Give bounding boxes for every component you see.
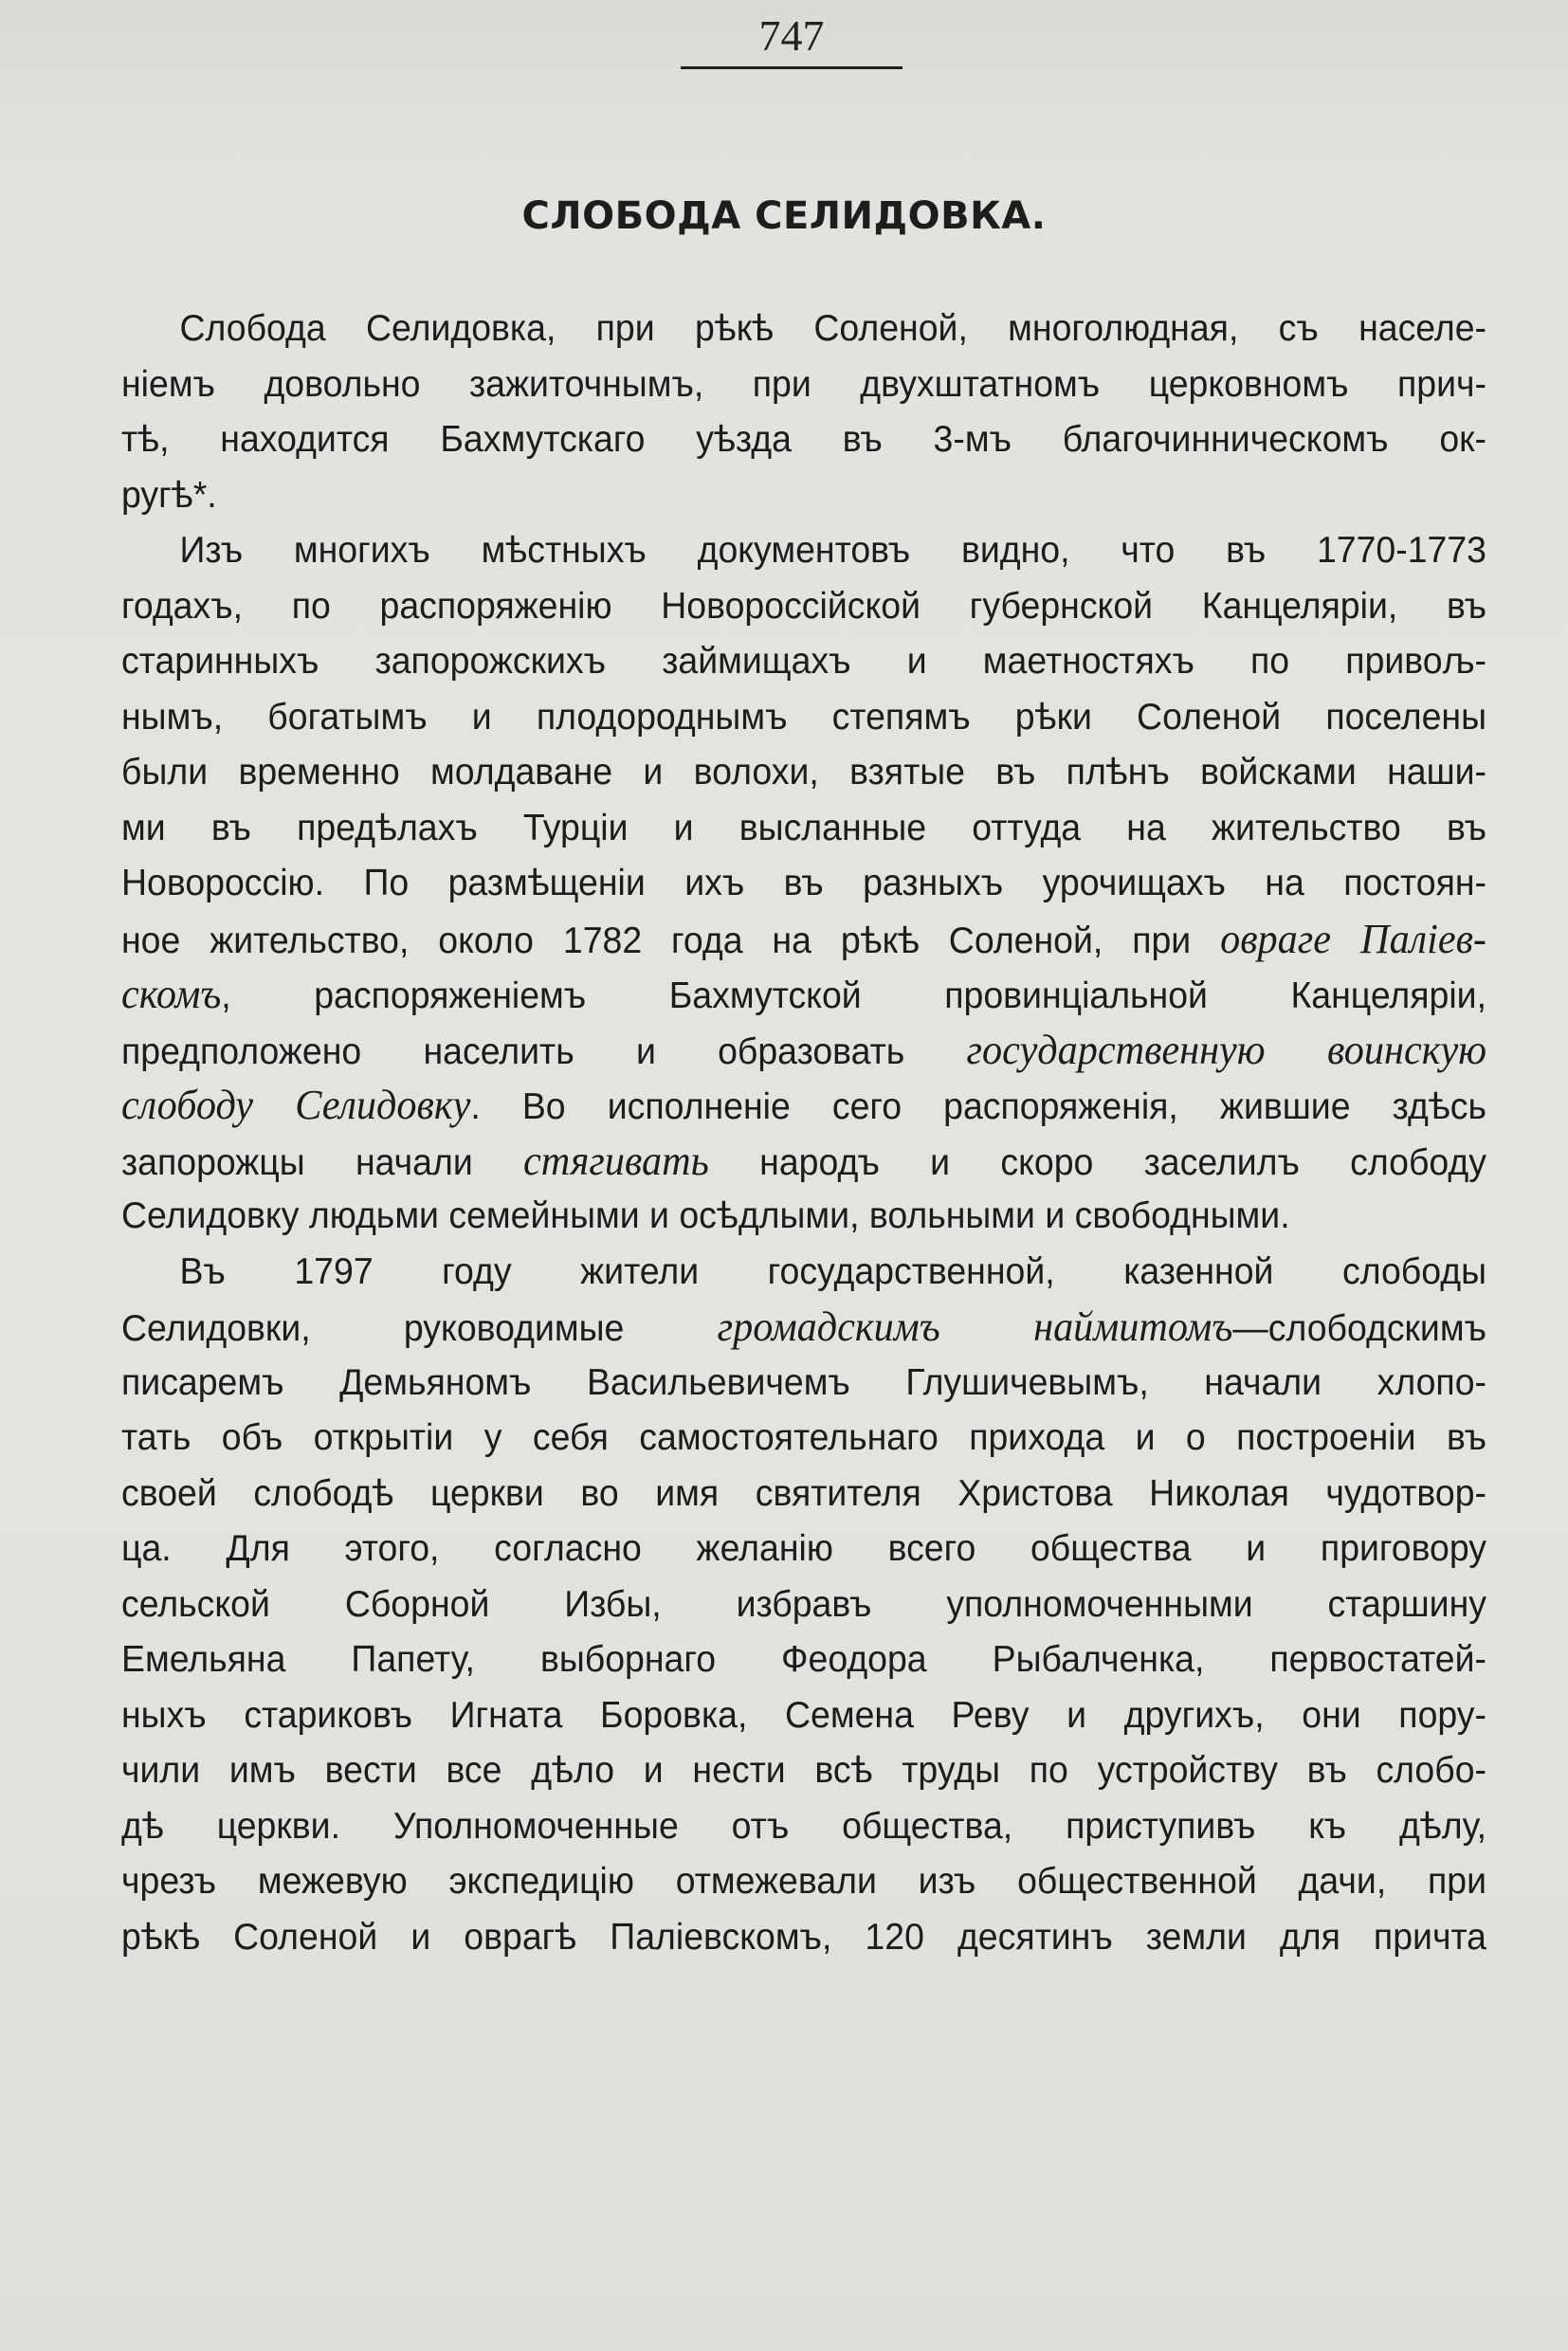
text-line [121, 1522, 1486, 1577]
text-run: годахъ, по распоряженію Новороссійской губернской Канцеляріи, въ [121, 585, 1486, 627]
text-run: Изъ многихъ мѣстныхъ документовъ видно, что въ 1770-1773 [179, 530, 1487, 571]
text-run: ніемъ довольно зажиточнымъ, при двухштатномъ церковномъ прич- [121, 363, 1486, 405]
text-run: ругѣ*. [121, 474, 217, 516]
text-run: ми въ предѣлахъ Турціи и высланные оттуда на жительство въ [121, 807, 1486, 848]
text-run: старинныхъ запорожскихъ займищахъ и маетностяхъ по привољ- [121, 641, 1486, 682]
text-line [121, 1189, 1486, 1245]
text-line [121, 1023, 1486, 1079]
text-run: своей слободѣ церкви во имя святителя Христова Николая чудотвор- [121, 1472, 1486, 1514]
body-text [121, 301, 1486, 1965]
text-run: предположено населить и образовать [121, 1030, 967, 1072]
text-line [121, 1632, 1486, 1688]
text-run: писаремъ Демьяномъ Васильевичемъ Глушичевымъ, начали хлопо- [121, 1361, 1486, 1403]
text-run: народъ и скоро заселилъ слободу [708, 1141, 1486, 1183]
text-line [121, 1910, 1486, 1966]
text-run: ца. Для этого, согласно желанію всего общества и приговору [121, 1528, 1486, 1569]
text-run: тать объ открытіи у себя самостоятельнаго прихода и о построеніи въ [121, 1417, 1486, 1458]
text-run: сельской Сборной Избы, избравъ уполномоченными старшину [121, 1583, 1486, 1625]
text-run: Емельяна Папету, выборнаго Феодора Рыбалченка, первостатей- [121, 1639, 1486, 1680]
italic-text: овраге Паліев- [1220, 915, 1486, 962]
text-run: Селидовки, руководимые [121, 1308, 718, 1349]
text-line [121, 468, 1486, 524]
text-run: Въ 1797 году жители государственной, казенной слободы [179, 1250, 1487, 1292]
text-line [121, 801, 1486, 857]
text-line [121, 1411, 1486, 1467]
text-line [121, 1134, 1486, 1190]
text-line [121, 301, 1486, 357]
text-line [121, 1467, 1486, 1522]
text-line [121, 1854, 1486, 1910]
text-run: Новороссію. По размѣщеніи ихъ въ разныхъ урочищахъ на постоян- [121, 863, 1486, 903]
chapter-title: СЛОБОДА СЕЛИДОВКА. [521, 194, 1047, 238]
text-line [121, 523, 1486, 579]
text-run: . Во исполненіе сего распоряженія, жившие здѣсь [470, 1086, 1487, 1127]
text-run: тѣ, находится Бахмутскаго уѣзда въ 3-мъ благочинническомъ ок- [121, 419, 1486, 460]
text-line [121, 690, 1486, 746]
italic-text: государственную воинскую [966, 1026, 1487, 1073]
text-line [121, 1078, 1486, 1134]
italic-text: скомъ [121, 971, 222, 1017]
text-run: Слобода Селидовка, при рѣкѣ Соленой, многолюдная, съ населе- [179, 308, 1487, 349]
italic-text: громадскимъ наймитомъ [717, 1303, 1233, 1350]
italic-text: слободу Селидовку [121, 1082, 471, 1128]
text-line [121, 1799, 1486, 1855]
text-run: ное жительство, около 1782 года на рѣкѣ Соленой, при [121, 920, 1221, 961]
text-line [121, 1300, 1486, 1356]
text-run: ныхъ стариковъ Игната Боровка, Семена Реву и другихъ, они пору- [121, 1694, 1486, 1736]
text-line [121, 579, 1486, 635]
text-run: Селидовку людьми семейными и осѣдлыми, вольными и свободными. [121, 1195, 1290, 1236]
text-line [121, 1743, 1486, 1799]
text-run: чили имъ вести все дѣло и нести всѣ труды по устройству въ слобо- [121, 1750, 1486, 1791]
text-run: были временно молдаване и волохи, взятые въ плѣнъ войсками наши- [121, 752, 1486, 793]
text-run: нымъ, богатымъ и плодороднымъ степямъ рѣки Соленой поселены [121, 696, 1486, 738]
text-line [121, 634, 1486, 690]
text-line [121, 856, 1486, 912]
text-line [121, 1356, 1486, 1412]
text-line [121, 967, 1486, 1023]
text-line [121, 1577, 1486, 1633]
text-run: , распоряженіемъ Бахмутской провинціальной Канцеляріи, [221, 975, 1486, 1016]
text-line [121, 412, 1486, 468]
text-run: —слободскимъ [1232, 1308, 1486, 1349]
text-run: запорожцы начали [121, 1141, 524, 1183]
text-line [121, 745, 1486, 801]
italic-text: стягивать [523, 1137, 709, 1184]
text-line [121, 1245, 1486, 1301]
page-number: 747 [758, 11, 825, 60]
text-run: рѣкѣ Соленой и оврагѣ Паліевскомъ, 120 десятинъ земли для причта [121, 1916, 1486, 1958]
text-run: дѣ церкви. Уполномоченные отъ общества, приступивъ къ дѣлу, [121, 1805, 1486, 1847]
text-line [121, 357, 1486, 413]
text-run: чрезъ межевую экспедицію отмежевали изъ общественной дачи, при [121, 1861, 1486, 1902]
text-line [121, 1688, 1486, 1744]
page-number-rule [681, 66, 903, 69]
text-line [121, 912, 1486, 968]
